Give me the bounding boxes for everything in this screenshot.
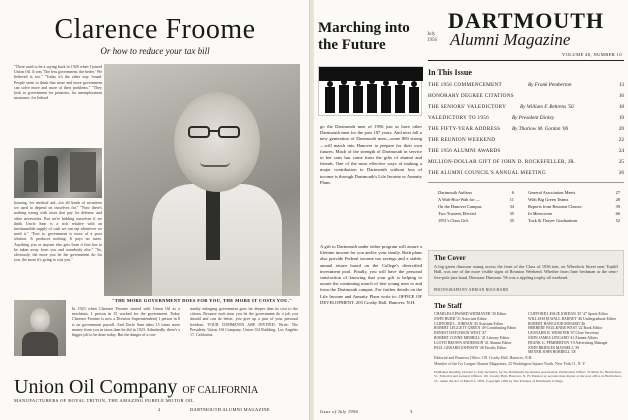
union-oil-brand: [14, 376, 258, 399]
brand-name: Union Oil Company: [14, 376, 178, 398]
department-item[interactable]: [438, 211, 514, 216]
toc-page: 24: [618, 148, 624, 154]
issue-label: Issue of July 1956: [320, 409, 359, 414]
march-headline: Marching into the Future: [318, 20, 410, 53]
toc-row[interactable]: [428, 82, 624, 89]
toc-page: 20: [618, 126, 624, 132]
department-label: Dartmouth Authors: [438, 190, 473, 195]
department-label: In Memoriam: [528, 211, 553, 216]
inset-photo: [14, 300, 66, 356]
ad-column-1a: "There used to be a saying back in 1920 when I joined Union Oil. It was 'The less government, the better.' We believed it, too." "Today it's the other way 'round. People seem to think that more and more government can solve more and more of their problems." "They look to government for pensions, for unemployment insurance, for federal: [14, 64, 102, 101]
toc-page: 19: [618, 115, 624, 121]
toc-page: 22: [618, 137, 624, 143]
toc-page: 25: [618, 159, 624, 165]
department-page: 28: [615, 197, 620, 202]
toc-title: VALEDICTORY TO 1956: [428, 115, 490, 121]
toc-title: THE ALUMNI COUNCIL'S ANNUAL MEETING: [428, 170, 546, 176]
cover-credit: PHOTOGRAPH BY ADRIAN BOUCHARD: [434, 288, 509, 292]
department-label: General Association Meets: [528, 190, 576, 195]
toc-page: 13: [618, 82, 624, 88]
marching-men-illustration: [318, 66, 422, 116]
department-label: Reports from Reunion Classes: [528, 204, 582, 209]
worker-photo: [14, 148, 102, 198]
left-folio-number: 2: [158, 407, 161, 412]
toc-title: THE REUNION WEEKEND: [428, 137, 496, 143]
toc-author: By Thurlow M. Gordon '06: [512, 126, 569, 132]
toc-row[interactable]: [428, 104, 624, 111]
member-line: Member of the Ivy League Alumni Magazines, 22 Washington Square North, New York 11, N. Y.: [434, 362, 586, 366]
masthead-subtitle: Alumni Magazine: [450, 30, 571, 49]
department-item[interactable]: [528, 197, 620, 202]
toc-row[interactable]: [428, 126, 624, 133]
masthead-month: July: [427, 32, 436, 37]
department-item[interactable]: [528, 190, 620, 195]
toc-row[interactable]: [428, 148, 624, 155]
froome-portrait: [104, 64, 300, 296]
department-item[interactable]: [438, 218, 514, 223]
toc-row[interactable]: [428, 170, 624, 177]
department-page: 11: [509, 197, 514, 202]
department-item[interactable]: [528, 211, 620, 216]
ad-column-3: stantly enlarging government goes far deeper than its cost to the citizen. Because each time you let the government do a job you should and can do better, you give up a part of your personal freedom. YOUR COMMENTS ARE INVITED. Write: The President, Union Oil Company, Union Oil Building, Los Angeles 17, California.: [190, 306, 298, 338]
march-body-b: A gift to Dartmouth under either program will assure a lifetime income for you and/or your family. Both plans also provide Federal income tax savings and a stable, annual return based on the College's diversified investment pool. Finally, you will have the personal satisfaction of knowing that your gift is helping to assure the continuing march of fine young men to and from the Dartmouth campus. For further details on the Life Income and Annuity Plans write to: OFFICE OF DEVELOPMENT, 203 Crosby Hall, Hanover, N.H.: [320, 244, 422, 305]
right-folio-number: 3: [410, 409, 413, 414]
toc-author: By President Dickey: [512, 115, 555, 121]
toc-page: 16: [618, 93, 624, 99]
cover-heading: The Cover: [434, 254, 466, 262]
department-label: Tuck & Thayer Graduations: [528, 218, 578, 223]
department-item[interactable]: [528, 218, 620, 223]
department-page: 39: [615, 204, 620, 209]
ad-subtitle: Or how to reduce your tax bill: [100, 46, 210, 56]
department-item[interactable]: [438, 204, 514, 209]
ad-caption: "THE MORE GOVERNMENT DOES FOR YOU, THE MORE IT COSTS YOU.": [111, 298, 293, 303]
department-label: A Wah-Hoo-Wah for —: [438, 197, 481, 202]
toc-author: By William F. Behrens '56: [520, 104, 574, 110]
department-item[interactable]: [438, 190, 514, 195]
ad-column-1b: housing, for medical aid—for all kinds of securities we used to depend on ourselves for." "Now there's nothing wrong with taxes that pay for defense, and other necessities. But we're kidding ourselves if we think Uncle Sam is a rich relative with an inexhaustible supply of cash we can tap whenever we need it." "Fact is, government is more of a poor relation. It produces nothing. It pays no taxes. Anything you or anyone else gets from it first has to be taken away from you and somebody else." "So, obviously, the more you let the government do for you, the more it's going to cost you.": [14, 200, 102, 263]
toc-row[interactable]: [428, 115, 624, 122]
masthead-date: [427, 32, 437, 44]
toc-row[interactable]: [428, 137, 624, 144]
fine-print: Published monthly, October to July inclusive, by the Dartmouth Secretaries Association. Publication Office: 31 Main St., Brattleboro, Vt. Editorial and General Offices: 101 Crosby Hall, Hanover, N. H. Entered as second-class matter at the post office at Brattleboro, Vt., under the Act of March 3, 1879. Copyright 1956 by The Trustees of Dartmouth College.: [434, 370, 622, 383]
cover-text: A big green dinosaur strung across the front of the Class of 1956 tent, on Wheelock Street near Topliff Hall, was one of the more visible signs of Reunion Weekend. Whether from June freshman or the semi-five-pole jazz band, Dinosaur Dinosaur '56 was a rippling trophy all weekend.: [434, 264, 618, 280]
staff-heading: The Staff: [434, 302, 462, 310]
left-page: [0, 0, 310, 420]
brand-tagline: MANUFACTURERS OF ROYAL TRITON, THE AMAZING PURPLE MOTOR OIL: [14, 398, 195, 403]
volume-line: VOLUME 48, NUMBER 10: [561, 52, 622, 57]
department-page: 35: [509, 211, 514, 216]
brand-suffix: OF CALIFORNIA: [182, 385, 259, 396]
ad-column-2: In 1923 when Clarence Froome started with Union Oil as a machinist, 1 person in 15 worked for the government. Today Clarence Froome is now a Division Superintendent) 1 person in 8 is on government payroll. And Uncle Sam takes 15 times more money from you in taxes than he did in 1923. Admittedly, there's a bigger job to be done today. But the danger of a con-: [72, 306, 180, 338]
toc-title: HONORARY DEGREE CITATIONS: [428, 93, 514, 99]
department-page: 6: [511, 190, 514, 195]
department-item[interactable]: [528, 204, 620, 209]
department-page: 27: [615, 190, 620, 195]
toc-row[interactable]: [428, 159, 624, 166]
office-line: Editorial and Business Office: 101 Crosby Hall, Hanover, N.H.: [434, 356, 533, 360]
masthead-title: DARTMOUTH: [447, 8, 605, 33]
toc-title: THE FIFTY-YEAR ADDRESS: [428, 126, 501, 132]
toc-title: THE 1956 ALUMNI AWARDS: [428, 148, 501, 154]
in-this-issue-heading: In This Issue: [428, 68, 472, 77]
department-page: 66: [615, 211, 620, 216]
department-label: 1951's Class Gift: [438, 218, 469, 223]
toc-rule: [428, 182, 624, 183]
staff-list-right: CLIFFORD LESLIE JORDAN '45 '47 Sports Editor WILLIAM ELWALL BARNET '46 Undergraduate Editor ROBERT HAWGOOD MINARD '46 HERBERT FAULKNER WEST '22 Book Editor LEONARD B. WEBSTER '07 Class Secretary JOHN JAMES LINGARD '41 Alumni Affairs FRANK G. PEMBERTON '19 Advertising Manager JOHN BRIDGES MANSELL '39 MEYER JOHN BORRELL '48: [528, 312, 616, 355]
staff-list-left: CHARLES EDWARD WIDMAYER '30 Editor JOHN HURD '21 Associate Editor CLIFFORD L. JORDAN '45 Assistant Editor ROBERT LEGGETT GREEN '49 Contributing Editor ERNEST HATCHSON WEST '47 ROBERT CONNE MERRILL '41 Literary Editor LLOYD BROWN ANDERSON '41 Alumni Editor PAUL GERARD JOHNSON '48 Faculty Editor: [434, 312, 517, 350]
masthead-rule: [428, 60, 624, 61]
ad-title: Clarence Froome: [54, 14, 256, 45]
toc-page: 18: [618, 104, 624, 110]
toc-page: 26: [618, 170, 624, 176]
department-label: Two Trustees Elected: [438, 211, 476, 216]
toc-title: THE 1956 COMMENCEMENT: [428, 82, 503, 88]
toc-author: By Frank Pemberton: [528, 82, 572, 88]
left-folio-name: DARTMOUTH ALUMNI MAGAZINE: [190, 407, 270, 412]
toc-row[interactable]: [428, 93, 624, 100]
department-page: 34: [509, 204, 514, 209]
department-page: 52: [615, 218, 620, 223]
right-page: [314, 0, 628, 420]
department-page: 35: [509, 218, 514, 223]
masthead-year: 1956: [427, 38, 437, 43]
department-item[interactable]: [438, 197, 514, 202]
department-label: With Big Green Teams: [528, 197, 569, 202]
toc-title: THE SENIORS' VALEDICTORY: [428, 104, 507, 110]
march-body-a: go the Dartmouth men of 1956 just as have other Dartmouth men for the past 187 years. And next fall a new generation of Dartmouth men—some 800 strong—will march into Hanover to prepare for their own futures. Much of the strength of Dartmouth in service to her sons has come from the gifts of alumni and friends. One of the most effective ways of making a major contribution to Dartmouth without loss of income is through Dartmouth's Life Income or Annuity Plans.: [320, 124, 422, 185]
toc-title: MILLION-DOLLAR GIFT OF JOHN D. ROCKEFELLER, JR.: [428, 159, 576, 165]
department-label: On the Hanover Campus: [438, 204, 482, 209]
